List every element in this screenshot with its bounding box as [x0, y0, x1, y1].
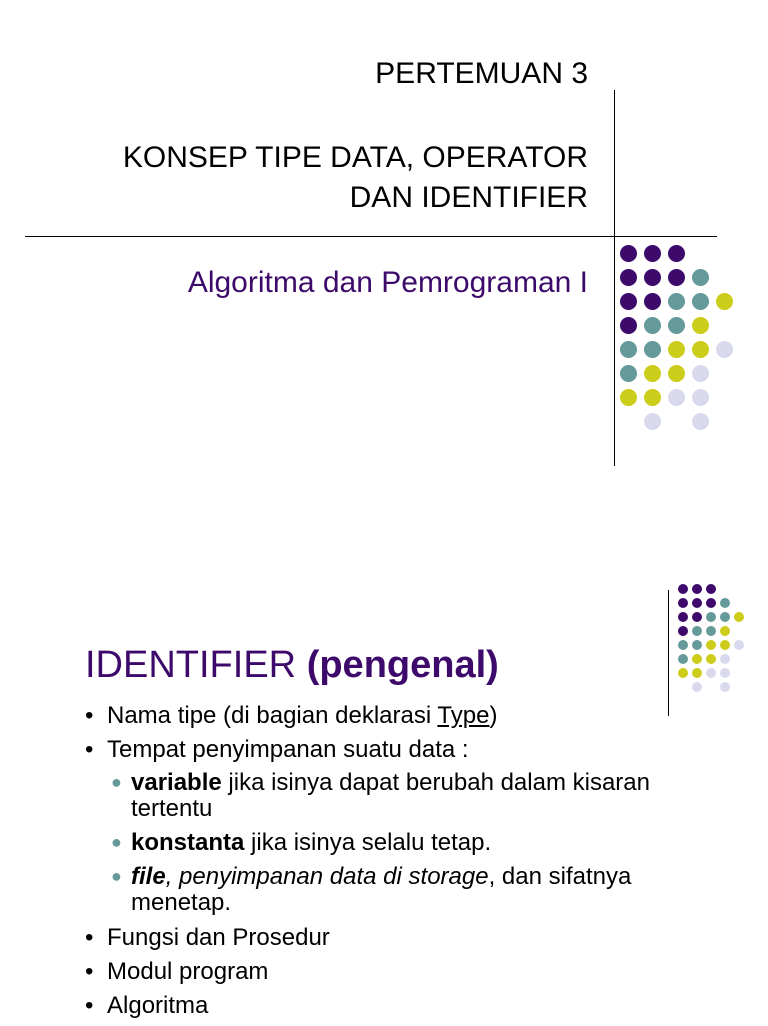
decoration-dot	[678, 668, 688, 678]
decoration-dot	[706, 598, 716, 608]
dot-grid-decoration	[620, 245, 760, 445]
decoration-dot	[706, 640, 716, 650]
sub-bullet-item: ● konstanta jika isinya selalu tetap.	[111, 829, 492, 856]
decoration-dot	[720, 626, 730, 636]
bullet-item: • Nama tipe (di bagian deklarasi Type)	[85, 702, 498, 729]
sub-bullet-dot-icon: ●	[111, 866, 122, 886]
decoration-dot	[692, 293, 709, 310]
slide-title-line-2: DAN IDENTIFIER	[349, 181, 588, 214]
decoration-dot	[644, 293, 661, 310]
decoration-dot	[668, 341, 685, 358]
decoration-dot	[644, 365, 661, 382]
heading-bold: (pengenal)	[306, 644, 499, 686]
decoration-dot	[720, 640, 730, 650]
bullet-dot-icon: •	[85, 702, 94, 729]
bullet-list	[85, 702, 685, 1026]
heading-plain: IDENTIFIER	[85, 644, 307, 686]
decoration-dot	[720, 682, 730, 692]
decoration-dot	[692, 668, 702, 678]
decoration-dot	[668, 269, 685, 286]
decoration-dot	[692, 626, 702, 636]
decoration-dot	[716, 293, 733, 310]
decoration-dot	[620, 293, 637, 310]
decoration-dot	[692, 598, 702, 608]
decoration-dot	[692, 640, 702, 650]
decoration-dot	[706, 668, 716, 678]
meeting-label: PERTEMUAN 3	[375, 57, 588, 90]
bullet-item: • Tempat penyimpanan suatu data :	[85, 736, 469, 763]
decoration-dot	[620, 365, 637, 382]
sub-bullet-item: ● file, penyimpanan data di storage, dan sifatnya menetap.	[111, 863, 632, 916]
decoration-dot	[620, 269, 637, 286]
decoration-dot	[706, 654, 716, 664]
decoration-dot	[668, 365, 685, 382]
decoration-dot	[678, 612, 688, 622]
decoration-dot	[720, 598, 730, 608]
bullet-dot-icon: •	[85, 958, 94, 985]
decoration-dot	[644, 269, 661, 286]
sub-bullet-dot-icon: ●	[111, 832, 122, 852]
decoration-dot	[692, 682, 702, 692]
decoration-dot	[620, 341, 637, 358]
decoration-dot	[692, 269, 709, 286]
decoration-dot	[668, 245, 685, 262]
decoration-dot	[668, 293, 685, 310]
bullet-dot-icon: •	[85, 992, 94, 1019]
decoration-dot	[644, 245, 661, 262]
decoration-dot	[692, 365, 709, 382]
sub-bullet-item: ● variable jika isinya dapat berubah dalam kisaran tertentu	[111, 769, 650, 822]
decoration-dot	[734, 640, 744, 650]
decoration-dot	[692, 341, 709, 358]
decoration-dot	[720, 668, 730, 678]
decoration-dot	[620, 389, 637, 406]
slide-title-line-1: KONSEP TIPE DATA, OPERATOR	[122, 141, 588, 174]
decoration-dot	[706, 612, 716, 622]
decoration-dot	[706, 626, 716, 636]
content-slide	[0, 512, 768, 1024]
bullet-dot-icon: •	[85, 736, 94, 763]
decoration-dot	[644, 317, 661, 334]
bullet-item: • Algoritma	[85, 992, 209, 1019]
decoration-dot	[678, 640, 688, 650]
decoration-dot	[644, 413, 661, 430]
bullet-dot-icon: •	[85, 924, 94, 951]
decoration-dot	[668, 317, 685, 334]
sub-bullet-list	[109, 770, 685, 916]
decoration-dot	[644, 341, 661, 358]
decoration-dot	[692, 654, 702, 664]
decoration-dot	[720, 654, 730, 664]
sub-bullet-dot-icon: ●	[111, 772, 122, 792]
decoration-dot	[692, 317, 709, 334]
decoration-dot	[678, 626, 688, 636]
content-heading	[85, 642, 499, 688]
decoration-dot	[644, 389, 661, 406]
decoration-dot	[706, 584, 716, 594]
decoration-dot	[720, 612, 730, 622]
decoration-dot	[678, 598, 688, 608]
title-slide	[0, 0, 768, 512]
decoration-dot	[620, 317, 637, 334]
decoration-dot	[692, 389, 709, 406]
decoration-dot	[692, 413, 709, 430]
decoration-dot	[692, 584, 702, 594]
title-vertical-divider	[614, 90, 615, 466]
course-subtitle: Algoritma dan Pemrograman I	[187, 266, 588, 299]
decoration-dot	[620, 245, 637, 262]
type-keyword: Type	[437, 702, 490, 729]
decoration-dot	[668, 389, 685, 406]
decoration-dot	[678, 584, 688, 594]
dot-grid-decoration-small	[678, 584, 768, 704]
decoration-dot	[716, 341, 733, 358]
decoration-dot	[678, 654, 688, 664]
decoration-dot	[692, 612, 702, 622]
bullet-item: • Modul program	[85, 958, 269, 985]
slide-title	[123, 138, 588, 218]
bullet-item: • Fungsi dan Prosedur	[85, 924, 330, 951]
decoration-dot	[734, 612, 744, 622]
content-vertical-divider	[668, 590, 669, 716]
